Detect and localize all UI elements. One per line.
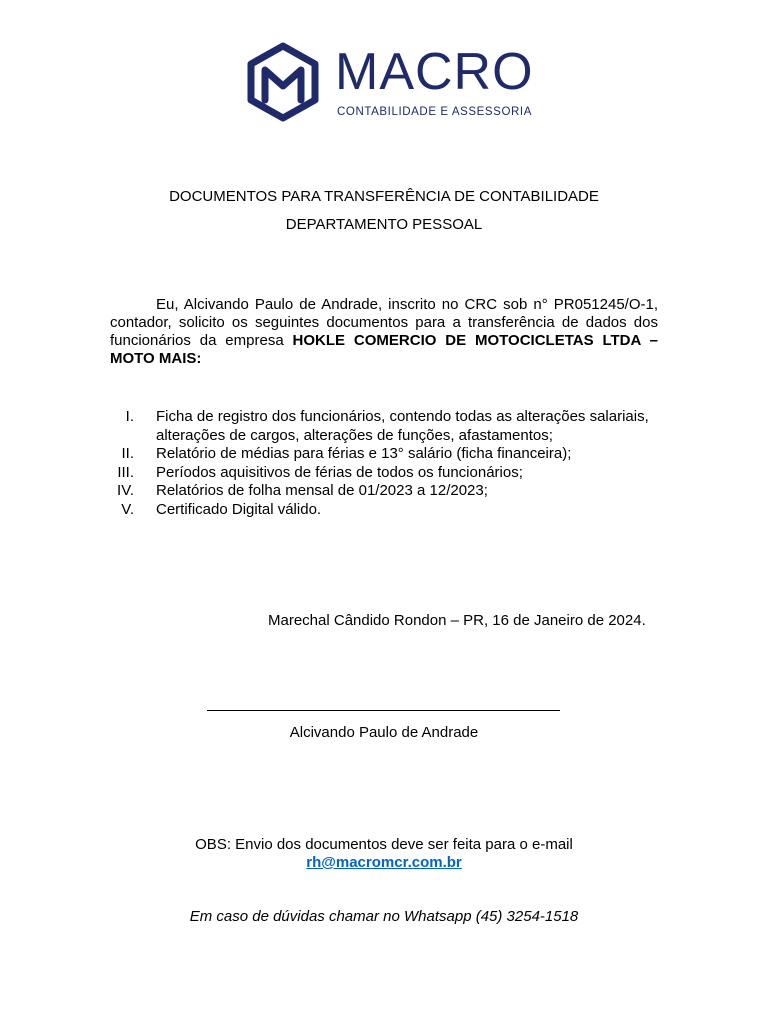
intro-text: Eu, Alcivando Paulo de Andrade, inscrito no CRC sob n° PR051245/O-1, contador, solicito os seguintes documentos para a transferência de dados dos funcionários da empresa: [110, 296, 658, 349]
document-title: DOCUMENTOS PARA TRANSFERÊNCIA DE CONTABILIDADE: [169, 188, 599, 205]
intro-paragraph: [110, 296, 658, 368]
list-item-text: Relatórios de folha mensal de 01/2023 a 12/2023;: [156, 482, 488, 499]
list-item-text: Relatório de médias para férias e 13° salário (ficha financeira);: [156, 445, 572, 462]
list-item: [100, 501, 660, 520]
company-name: HOKLE COMERCIO DE MOTOCICLETAS LTDA – MOTO MAIS:: [110, 332, 658, 367]
list-item-number: II.: [121, 445, 134, 462]
list-item: [100, 445, 660, 464]
list-item-number: I.: [125, 408, 134, 425]
list-item: [100, 464, 660, 483]
signatory-name: Alcivando Paulo de Andrade: [289, 724, 479, 741]
list-item-text: Períodos aquisitivos de férias de todos os funcionários;: [156, 463, 523, 481]
obs-note: OBS: Envio dos documentos deve ser feita para o e-mail: [195, 836, 573, 853]
list-item-number: IV.: [117, 482, 134, 499]
logo-wordmark: MACRO: [335, 43, 534, 101]
document-subtitle: DEPARTAMENTO PESSOAL: [285, 216, 483, 233]
documents-list: [100, 408, 660, 519]
list-item: [100, 482, 660, 501]
logo-tagline: CONTABILIDADE E ASSESSORIA: [337, 106, 532, 118]
company-logo: [243, 42, 534, 122]
macro-logo-icon: [243, 42, 323, 122]
place-date: Marechal Cândido Rondon – PR, 16 de Janeiro de 2024.: [268, 612, 646, 629]
list-item-text: Ficha de registro dos funcionários, contendo todas as alterações salariais, alterações de cargos, alterações de funções, afastamentos;: [156, 408, 649, 444]
email-link[interactable]: rh@macromcr.com.br: [306, 854, 462, 871]
list-item-text: Certificado Digital válido.: [156, 500, 322, 518]
whatsapp-note: Em caso de dúvidas chamar no Whatsapp (45) 3254-1518: [189, 908, 579, 925]
list-item: [100, 408, 660, 445]
list-item-number: III.: [117, 463, 134, 481]
list-item-number: V.: [121, 500, 134, 518]
signature-line: [207, 710, 560, 711]
